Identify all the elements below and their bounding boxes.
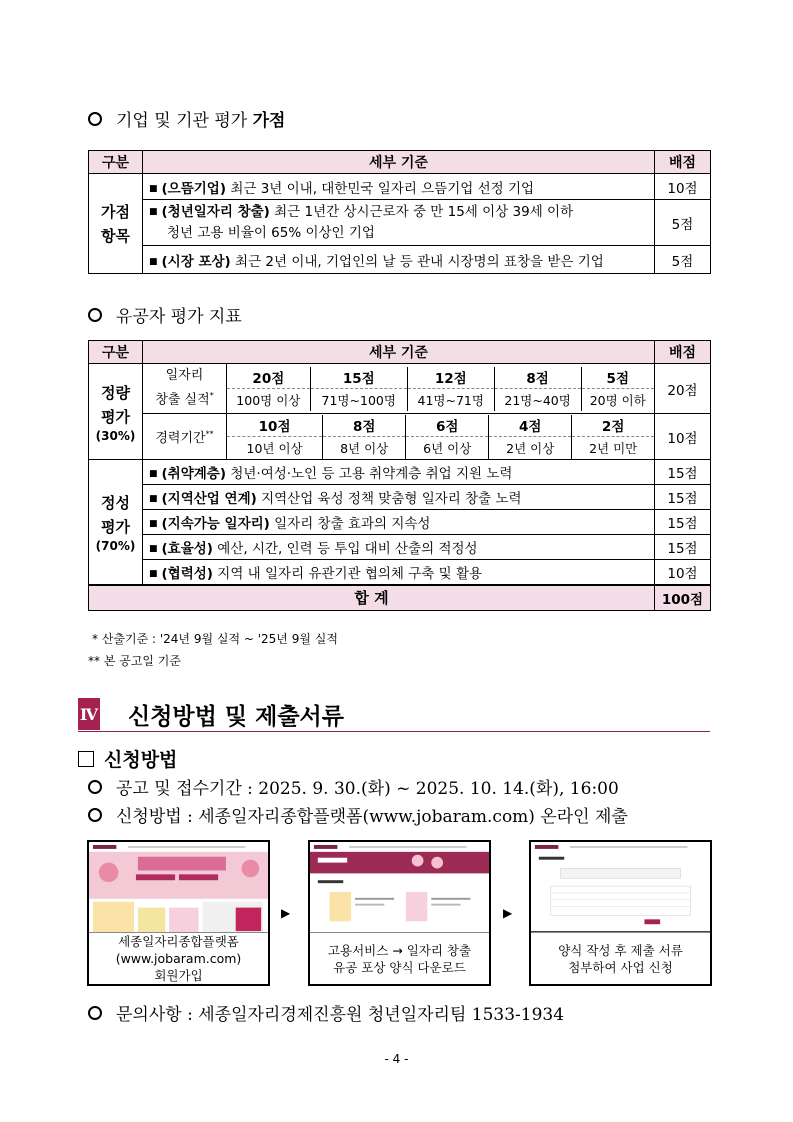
circle-bullet-icon [88,808,102,822]
arrow-right-icon: ▶ [503,906,513,920]
note-2: ** 본 공고일 기준 [88,654,181,668]
apply-period: 공고 및 접수기간 : 2025. 9. 30.(화) ~ 2025. 10. 14.(화), 16:00 [88,774,619,799]
total-points: 100점 [655,585,711,611]
note-1: * 산출기준 : '24년 9월 실적 ~ '25년 9월 실적 [92,632,338,646]
arrow-right-icon: ▶ [281,906,291,920]
website-form-image [531,842,710,938]
website-download-image [310,842,489,938]
qual-category: 정성 평가 (70%) [89,460,143,585]
jobs-label: 일자리 창출 실적* [143,364,227,414]
apply-subtitle: 신청방법 [78,745,177,772]
bonus-row: ■ (청년일자리 창출) 최근 1년간 상시근로자 중 만 15세 이상 39세 이하 청년 고용 비율이 65% 이상인 기업 [143,200,655,246]
qual-row: ■ (협력성) 지역 내 일자리 유관기관 협의체 구축 및 활용 [143,560,655,585]
step-2-screenshot [308,840,491,986]
website-main-image [89,842,268,938]
section-number: Ⅳ [78,698,100,730]
quant-category: 정량 평가 (30%) [89,364,143,460]
jobs-scale: 20점 15점 12점 8점 5점 100명 이상 71명~100명 41명~71명 21명~40명 20명 이하 [227,364,655,414]
qual-row: ■ (지역산업 연계) 지역산업 육성 정책 맞춤형 일자리 창출 노력 [143,485,655,510]
bonus-row: ■ (시장 포상) 최근 2년 이내, 기업인의 날 등 관내 시장명의 표창을 받은 기업 [143,246,655,274]
page-number: - 4 - [384,1052,409,1066]
qual-row: ■ (취약계층) 청년·여성·노인 등 고용 취약계층 취업 지원 노력 [143,460,655,485]
step-1-caption: 세종일자리종합플랫폼 (www.jobaram.com) 회원가입 [89,932,268,984]
bonus-row: ■ (으뜸기업) 최근 3년 이내, 대한민국 일자리 으뜸기업 선정 기업 [143,174,655,200]
section-title: Ⅳ 신청방법 및 제출서류 [78,697,710,732]
circle-bullet-icon [88,112,102,126]
circle-bullet-icon [88,1006,102,1020]
qual-row: ■ (지속가능 일자리) 일자리 창출 효과의 지속성 [143,510,655,535]
bonus-table: 구분 세부 기준 배점 가점 항목 ■ (으뜸기업) 최근 3년 이내, 대한민국 일자리 으뜸기업 선정 기업 10점 ■ (청년일자리 창출) 최근 1년간 상시근로자 중 만 15세 이상 39세 이하 청년 고용 비율이 65% 이상인 기업 5점 ■ (시장 포상) 최근 2년 이내, 기업인의 날 등 관내 시장명의 표창을 받은 기업 5점 [88,150,711,274]
step-3-screenshot [529,840,712,986]
career-scale: 10점 8점 6점 4점 2점 10년 이상 8년 이상 6년 이상 2년 이상 2년 미만 [227,414,655,460]
contact-info: 문의사항 : 세종일자리경제진흥원 청년일자리팀 1533-1934 [88,1000,564,1025]
step-1-screenshot [87,840,270,986]
step-2-caption: 고용서비스 → 일자리 창출 유공 포상 양식 다운로드 [310,932,489,984]
circle-bullet-icon [88,308,102,322]
merit-heading: 유공자 평가 지표 [88,302,242,327]
apply-method: 신청방법 : 세종일자리종합플랫폼(www.jobaram.com) 온라인 제출 [88,802,628,827]
bonus-category: 가점 항목 [89,174,143,274]
merit-table: 구분 세부 기준 배점 정량 평가 (30%) 일자리 창출 실적* 20점 15점 12점 8점 5점 100명 이상 71명~100명 41명~71명 21명~40명 20명 이하 20점 경력기간** 10점 8점 6점 4점 2점 10년 이상 8년 이상 6년 이상 2년 이상 2년 미만 10점 정성 평가 (70%) ■ (취약계층) 청년·여성·노인 등 고용 취약계층 취업 지원 노력 15점 ■ (지역산업 연계) 지역산업 육성 정책 맞춤형 일자리 창출 노력 15점 ■ (지속가능 일자리) 일자리 창출 효과의 지속성 15점 ■ (효율성) 예산, 시간, 인력 등 투입 대비 산출의 적정성 15점 ■ (협력성) 지역 내 일자리 유관기관 협의체 구축 및 활용 10점 합 계 100점 [88,340,711,611]
qual-row: ■ (효율성) 예산, 시간, 인력 등 투입 대비 산출의 적정성 [143,535,655,560]
career-label: 경력기간** [143,414,227,460]
bonus-heading: 기업 및 기관 평가 가점 [88,106,285,131]
step-3-caption: 양식 작성 후 제출 서류 첨부하여 사업 신청 [531,932,710,984]
circle-bullet-icon [88,780,102,794]
total-label: 합 계 [89,585,655,611]
square-bullet-icon [78,751,94,767]
